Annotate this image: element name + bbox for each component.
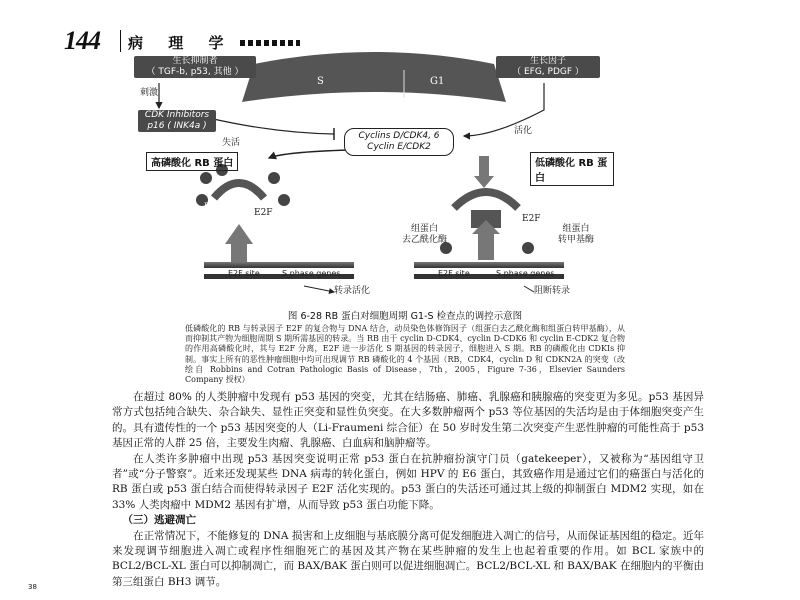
paragraph-1: 在超过 80% 的人类肿瘤中发现有 p53 基因的突变，尤其在结肠癌、肺癌、乳腺癌和胰腺癌的突变更为多见。p53 基因异常方式包括纯合缺失、杂合缺失、显性正突变和显性负突变。在大多数肿瘤两个 p53 等位基因的失活均是由于体细胞突变产生的。具有遗传性的一个 p53 基因突变的人（Li-Fraumeni 综合征）在 50 岁时发生第二次突变产生恶性肿瘤的可能性高于 p53 基因正常的人群 25 倍，主要发生肉瘤、乳腺癌、白血病和脑肿瘤等。 <box>112 391 704 450</box>
inactivate-label: 失活 <box>222 138 241 148</box>
e2f-label-left: E2F <box>254 208 273 218</box>
phosphate-p1 <box>200 172 212 184</box>
inactivate-line <box>209 118 334 134</box>
hat-label: 组蛋白 转甲基酶 <box>558 224 595 245</box>
factor-title: 生长因子 <box>529 56 566 66</box>
factor-list: （ EFG, PDGF ） <box>512 67 584 77</box>
transcription-block-label: 阻断转录 <box>534 286 571 296</box>
e2f-site-right: E2F site <box>438 269 470 278</box>
cdk-inhibitor-line1: CDK Inhibitors <box>144 110 210 120</box>
paragraph-3: 在正常情况下，不能修复的 DNA 损害和上皮细胞与基底膜分离可促发细胞进入凋亡的信号，从而保证基因组的稳定。近年来发现调节细胞进入凋亡或程序性细胞死亡的基因及其产物在某些肿瘤的发生上也起着重要的作用。如 BCL 家族中的 BCL2/BCL-XL 蛋白可以抑制凋亡，而 BAX/BAK 蛋白则可以促进细胞凋亡。BCL2/BCL-XL 和 BAX/BAK 在细胞内的平衡由第三组蛋白 BH3 调节。 <box>112 529 704 588</box>
s-phase-genes-left: S phase genes <box>282 269 341 278</box>
body-text <box>112 390 704 590</box>
phosphate-p7 <box>522 242 534 254</box>
phase-g1-label: G1 <box>430 76 445 87</box>
page-header <box>0 0 800 55</box>
activate-label: 活化 <box>514 126 533 136</box>
hypophosphorylated-rb-label: 低磷酸化 RB 蛋白 <box>530 152 614 186</box>
p-label-1: P <box>204 202 209 210</box>
page-number: 144 <box>64 26 100 55</box>
figure-caption <box>185 308 625 385</box>
e2f-site-left: E2F site <box>228 269 260 278</box>
cyclins-line1: Cyclins D/CDK4, 6 <box>358 131 440 141</box>
figure-caption-body: 低磷酸化的 RB 与转录因子 E2F 的复合物与 DNA 结合，动员染色体修饰因子（组蛋白去乙酰化酶和组蛋白转甲基酶），从而抑制其产物为细胞周期 S 期所需基因的转录。当 RB 由于 cyclin D-CDK4、cyclin D-CDK6 和 cyclin E-CDK2 复合物的作用高磷酸化时，其与 E2F 分离，E2F 进一步活化 S 期基因的转录因子，细胞进入 S 期。RB 的磷酸化由 CDKIs 抑制。事实上所有的恶性肿瘤细胞中均可出现调节 RB 磷酸化的 4 个基因（RB，CDK4，cyclin D 和 CDKN2A 的突变（改绘自 Robbins and Cotran Pathologic Basis of Disease，7th，2005，Figure 7-36，Elsevier Saunders Company 授权） <box>185 324 625 385</box>
header-divider <box>120 30 121 52</box>
growth-inhibitor-box <box>134 56 256 78</box>
figure-title: 图 6-28 RB 蛋白对细胞周期 G1-S 检查点的调控示意图 <box>287 311 523 322</box>
rb-protein-left <box>214 183 264 198</box>
cell-cycle-band <box>242 52 506 102</box>
cdk-inhibitor-line2: p16 ( INK4a ) <box>147 121 207 131</box>
phosphorylation-arrow <box>269 150 349 158</box>
rb-regulation-figure <box>134 48 614 298</box>
header-ornament <box>240 40 300 46</box>
phosphate-p5 <box>278 194 290 206</box>
stimulate-label: 刺激 <box>140 88 159 98</box>
inhibitor-title: 生长抑制者 <box>172 56 218 66</box>
cyclins-line2: Cyclin E/CDK2 <box>367 142 431 152</box>
s-phase-genes-right: S phase genes <box>496 269 555 278</box>
cyclins-box <box>344 128 454 156</box>
transcription-activation-label: 转录活化 <box>334 286 371 296</box>
e2f-arrow-left <box>225 224 253 244</box>
phosphate-p3 <box>268 172 280 184</box>
cdk-inhibitor-box <box>138 110 216 132</box>
growth-factor-box <box>496 56 600 78</box>
e2f-label-right: E2F <box>522 214 541 224</box>
phase-s-label: S <box>317 76 324 87</box>
section-heading: （三）逃避凋亡 <box>122 514 196 527</box>
hdac-label: 组蛋白 去乙酰化酶 <box>402 224 448 245</box>
hyperphosphorylated-rb-label: 高磷酸化 RB 蛋白 <box>146 152 238 171</box>
chapter-title: 病 理 学 <box>128 34 234 52</box>
paragraph-2: 在人类许多肿瘤中出现 p53 基因突变说明正常 p53 蛋白在抗肿瘤扮演守门员（gatekeeper），又被称为“基因组守卫者”或“分子警察”。近来还发现某些 DNA 病毒的转化蛋白，例如 HPV 的 E6 蛋白，其致癌作用是通过它们的癌蛋白与活化的 RB 蛋白或 p53 蛋白结合而使得转录因子 E2F 活化实现的。p53 蛋白的失活还可通过其上级的抑制蛋白 MDM2 实现，如在 33% 人类肉瘤中 MDM2 基因有扩增，从而导致 p53 蛋白功能下降。 <box>112 452 704 511</box>
inhibitor-list: （ TGF-b, p53, 其他 ） <box>146 67 244 77</box>
footer-mark: 38 <box>28 583 37 591</box>
rb-protein-right <box>454 192 518 208</box>
